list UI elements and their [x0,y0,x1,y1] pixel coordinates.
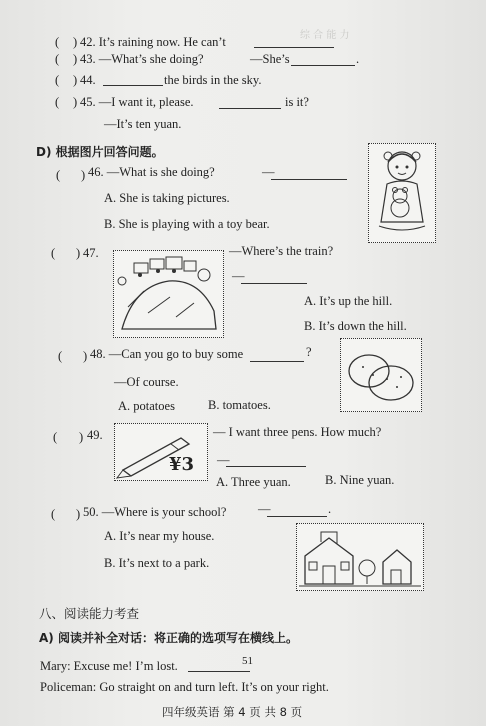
q44-paren-close: ) [73,73,78,87]
q48-paren-close: ) [83,349,88,363]
q46-option-a: A. She is taking pictures. [104,191,230,205]
q45-answer-blank[interactable] [219,97,281,109]
q44-text: the birds in the sky. [164,73,262,87]
q50-paren-close: ) [76,507,81,521]
q42-text: 42. It’s raining now. He can’t [80,35,226,49]
q46-paren-open: ( [56,168,61,182]
q47-option-b: B. It’s down the hill. [304,319,407,333]
q45-paren-close: ) [73,95,78,109]
q46-paren-close: ) [81,168,86,182]
train-on-hill-icon [114,251,223,337]
q49-number: 49. [87,428,103,442]
potato-icon [341,339,421,411]
q45-reply: —It’s ten yuan. [104,117,182,131]
page-footer: 四年级英语 第 4 页 共 8 页 [162,705,303,719]
q50-option-b: B. It’s next to a park. [104,556,210,570]
q47-paren-open: ( [51,246,56,260]
q48-reply: —Of course. [114,375,179,389]
q49-option-a: A. Three yuan. [216,475,291,489]
q49-paren-close: ) [79,430,84,444]
q45-paren-open: ( [55,95,60,109]
q48-text: 48. —Can you go to buy some [90,347,244,361]
school-picture [296,523,424,591]
q45-end: is it? [285,95,309,109]
q44-paren-open: ( [55,73,60,87]
q47-option-a: A. It’s up the hill. [304,294,393,308]
q47-dash: — [232,269,245,283]
dialog-blank-51[interactable] [188,660,250,672]
q48-option-a: A. potatoes [118,399,175,413]
q49-question: — I want three pens. How much? [213,425,382,439]
q47-number: 47. [83,246,99,260]
q47-answer-blank[interactable] [241,272,307,284]
q47-question: —Where’s the train? [229,244,334,258]
section-8-heading: 八、阅读能力考查 [39,606,140,621]
q49-paren-open: ( [53,430,58,444]
pen-price-picture [114,423,208,481]
q43-answer-blank[interactable] [291,54,355,66]
q50-text: 50. —Where is your school? [83,505,227,519]
q44-number: 44. [80,73,96,87]
q45-text: 45. —I want it, please. [80,95,194,109]
q50-paren-open: ( [51,507,56,521]
q49-option-b: B. Nine yuan. [325,473,395,487]
q46-answer-blank[interactable] [271,168,347,180]
school-building-icon [297,524,423,590]
q48-question-mark: ? [306,345,312,359]
q50-answer-blank[interactable] [267,505,327,517]
q48-option-b: B. tomatoes. [208,398,271,412]
pen-price-label: ¥3 [169,454,195,475]
train-hill-picture [113,250,224,338]
dialog-blank-number: 51 [242,655,253,667]
q43-text: 43. —What’s she doing? [80,52,204,66]
q48-paren-open: ( [58,349,63,363]
q43-period: . [356,52,360,66]
q46-dash: — [262,165,275,179]
q48-answer-blank[interactable] [250,350,304,362]
q49-dash: — [217,453,230,467]
q46-text: 46. —What is she doing? [88,165,215,179]
q46-option-b: B. She is playing with a toy bear. [104,217,270,231]
bleed-through-text: 综 合 能 力 [300,30,350,41]
q47-paren-close: ) [76,246,81,260]
dialog-line-2: Policeman: Go straight on and turn left. It’s on your right. [40,680,329,694]
girl-with-bear-picture [368,143,436,243]
q43-reply: —She’s [250,52,290,66]
q50-dash: — [258,502,271,516]
potatoes-picture [340,338,422,412]
q42-answer-blank[interactable] [254,36,334,48]
section-a-heading: A) 阅读并补全对话：将正确的选项写在横线上。 [39,631,298,645]
dialog-line-1: Mary: Excuse me! I’m lost. [40,659,178,673]
q42-paren-close: ) [73,35,78,49]
q50-period: . [328,502,332,516]
q43-paren-close: ) [73,52,78,66]
q42-paren-open: ( [55,35,60,49]
girl-with-bear-icon [369,144,435,242]
q43-paren-open: ( [55,52,60,66]
section-d-heading: D) 根据图片回答问题。 [36,145,164,159]
q50-option-a: A. It’s near my house. [104,529,215,543]
q49-answer-blank[interactable] [226,455,306,467]
q44-answer-blank[interactable] [103,74,163,86]
